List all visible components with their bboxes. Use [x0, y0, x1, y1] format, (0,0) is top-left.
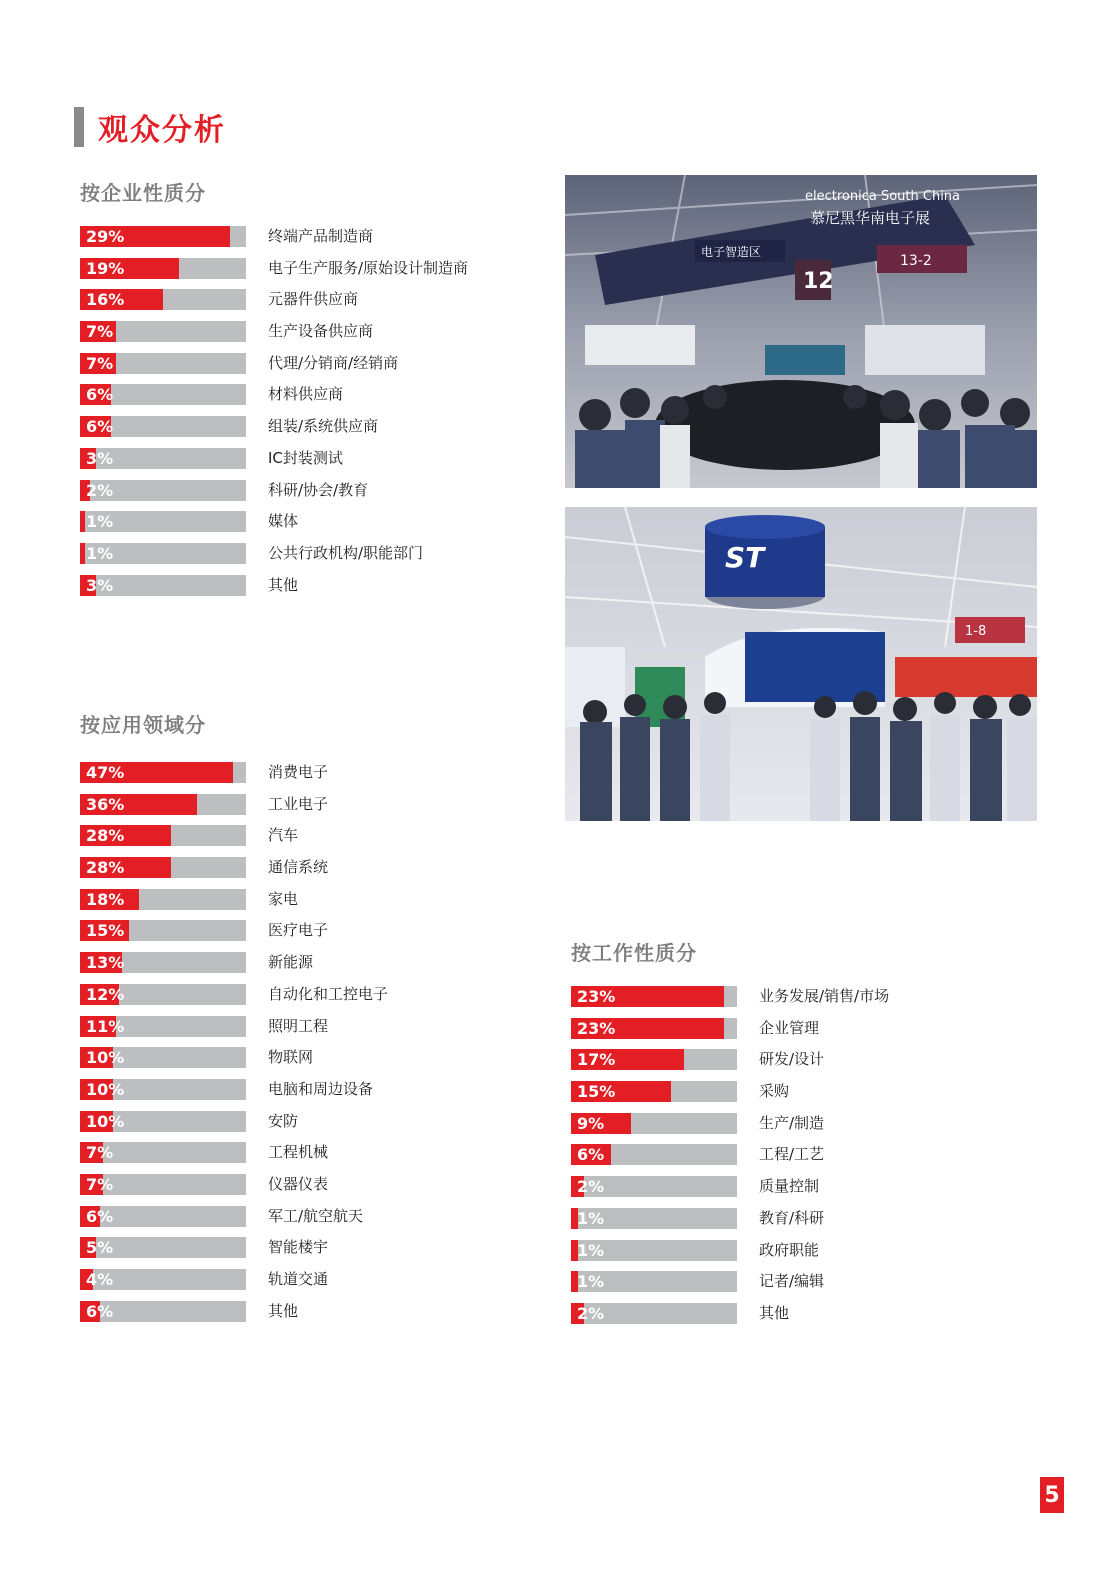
bar-track [80, 1142, 246, 1163]
bar-value-label: 12% [86, 984, 125, 1004]
bar-value-label: 9% [577, 1113, 605, 1133]
bar-value-label: 2% [577, 1303, 605, 1323]
bar-category-label: 材料供应商 [268, 385, 344, 404]
bar-value-label: 7% [86, 1143, 114, 1163]
bar-track [80, 857, 246, 878]
bar-track [571, 1018, 737, 1039]
bar-value-label: 6% [577, 1145, 605, 1165]
exhibition-photo-hall [565, 175, 1037, 488]
bar-category-label: 公共行政机构/职能部门 [268, 543, 424, 562]
bar-category-label: 电脑和周边设备 [268, 1079, 374, 1098]
bar-value-label: 10% [86, 1048, 125, 1068]
bar-category-label: 质量控制 [759, 1177, 820, 1196]
bar-value-label: 1% [86, 543, 114, 563]
bar-track [80, 289, 246, 310]
bar-category-label: 电子生产服务/原始设计制造商 [268, 258, 469, 277]
bar-track [80, 543, 246, 564]
bar-value-label: 17% [577, 1050, 616, 1070]
bar-fill [80, 511, 85, 532]
bar-category-label: 自动化和工控电子 [268, 984, 389, 1003]
bar-value-label: 1% [577, 1272, 605, 1292]
bar-track [571, 1113, 737, 1134]
bar-value-label: 6% [86, 385, 114, 405]
bar-value-label: 10% [86, 1079, 125, 1099]
bar-category-label: 医疗电子 [268, 921, 329, 940]
bar-category-label: 通信系统 [268, 858, 329, 877]
bar-track [80, 762, 246, 783]
bar-track [80, 384, 246, 405]
bar-category-label: 仪器仪表 [268, 1174, 329, 1193]
bar-track [80, 511, 246, 532]
bar-fill [80, 543, 85, 564]
bar-track [80, 1047, 246, 1068]
bar-value-label: 10% [86, 1111, 125, 1131]
photo-sign-st-logo: ST [725, 541, 765, 574]
bar-category-label: 采购 [759, 1082, 790, 1101]
bar-track [80, 794, 246, 815]
bar-value-label: 29% [86, 227, 125, 246]
bar-category-label: 政府职能 [759, 1240, 820, 1259]
bar-category-label: 安防 [268, 1111, 299, 1130]
title-marker [74, 107, 84, 147]
bar-track [571, 1081, 737, 1102]
bar-track [80, 321, 246, 342]
bar-track [80, 480, 246, 501]
bar-value-label: 3% [86, 448, 114, 468]
bar-category-label: 研发/设计 [759, 1050, 825, 1069]
bar-category-label: 工业电子 [268, 794, 329, 813]
bar-value-label: 1% [577, 1240, 605, 1260]
bar-track [571, 1049, 737, 1070]
bar-value-label: 36% [86, 794, 125, 814]
bar-track [80, 1016, 246, 1037]
bar-track [80, 226, 246, 247]
photo-sign-zone: 电子智造区 [701, 245, 762, 259]
bar-value-label: 6% [86, 1301, 114, 1321]
bar-category-label: 工程机械 [268, 1143, 329, 1162]
bar-value-label: 28% [86, 826, 125, 846]
bar-track [571, 1208, 737, 1229]
bar-value-label: 28% [86, 858, 125, 878]
page-title-text: 观众分析 [98, 113, 226, 148]
section-title-application-field: 按应用领域分 [80, 713, 206, 737]
exhibition-photo-st-booth [565, 507, 1037, 821]
bar-track [80, 1237, 246, 1258]
bar-category-label: 代理/分销商/经销商 [268, 353, 399, 372]
bar-track [80, 984, 246, 1005]
bar-category-label: 其他 [759, 1303, 790, 1322]
bar-category-label: 家电 [268, 889, 299, 908]
bar-value-label: 4% [86, 1270, 114, 1289]
photo-sign-hall-12: 12 [803, 269, 834, 294]
bar-track [80, 353, 246, 374]
bar-category-label: 组装/系统供应商 [268, 417, 379, 436]
bar-track [571, 986, 737, 1007]
bar-value-label: 18% [86, 889, 125, 909]
bar-track [80, 1079, 246, 1100]
bar-value-label: 23% [577, 1018, 616, 1038]
bar-category-label: 工程/工艺 [759, 1145, 825, 1164]
bar-value-label: 2% [86, 480, 114, 500]
bar-track [80, 258, 246, 279]
section-title-company-type: 按企业性质分 [80, 181, 206, 205]
bar-category-label: IC封装测试 [268, 448, 343, 467]
bar-category-label: 智能楼宇 [268, 1238, 329, 1257]
bar-value-label: 7% [86, 1174, 114, 1194]
photo-sign-1-8: 1-8 [965, 624, 987, 639]
bar-track [80, 889, 246, 910]
bar-track [80, 1111, 246, 1132]
bar-track [80, 920, 246, 941]
bar-category-label: 生产/制造 [759, 1113, 825, 1132]
bar-value-label: 47% [86, 763, 125, 782]
bar-category-label: 其他 [268, 1301, 299, 1320]
bar-value-label: 11% [86, 1016, 125, 1036]
page-number: 5 [1040, 1477, 1064, 1513]
bar-category-label: 元器件供应商 [268, 290, 359, 309]
bar-value-label: 16% [86, 290, 125, 310]
bar-value-label: 19% [86, 258, 125, 278]
page-title [74, 106, 226, 148]
bar-track [571, 1176, 737, 1197]
bar-track [80, 1301, 246, 1322]
bar-category-label: 物联网 [268, 1048, 314, 1067]
bar-category-label: 媒体 [268, 512, 299, 531]
bar-category-label: 企业管理 [759, 1018, 820, 1037]
section-title-job-function: 按工作性质分 [571, 941, 697, 965]
bar-value-label: 15% [577, 1082, 616, 1102]
bar-value-label: 15% [86, 921, 125, 941]
bar-track [80, 1206, 246, 1227]
bar-category-label: 军工/航空航天 [268, 1206, 364, 1225]
bar-value-label: 7% [86, 353, 114, 373]
bar-value-label: 23% [577, 987, 616, 1006]
bar-value-label: 1% [577, 1208, 605, 1228]
bar-category-label: 教育/科研 [759, 1208, 825, 1227]
bar-track [80, 1269, 246, 1290]
bar-value-label: 3% [86, 575, 114, 595]
bar-track [571, 1240, 737, 1261]
bar-track [80, 1174, 246, 1195]
bar-category-label: 其他 [268, 575, 299, 594]
photo-sign-chinese: 慕尼黑华南电子展 [810, 209, 931, 227]
bar-track [80, 448, 246, 469]
bar-value-label: 6% [86, 417, 114, 437]
bar-category-label: 轨道交通 [268, 1270, 329, 1288]
bar-value-label: 6% [86, 1206, 114, 1226]
bar-category-label: 科研/协会/教育 [268, 480, 369, 499]
bar-value-label: 5% [86, 1238, 114, 1258]
bar-value-label: 7% [86, 322, 114, 342]
bar-category-label: 照明工程 [268, 1016, 329, 1035]
bar-track [80, 952, 246, 973]
bar-track [80, 416, 246, 437]
bar-track [80, 575, 246, 596]
bar-category-label: 终端产品制造商 [268, 227, 374, 245]
photo-sign-13-2: 13-2 [900, 253, 932, 269]
bar-category-label: 消费电子 [268, 763, 329, 781]
bar-track [571, 1144, 737, 1165]
bar-category-label: 记者/编辑 [759, 1272, 825, 1291]
bar-track [571, 1303, 737, 1324]
bar-category-label: 汽车 [268, 826, 299, 845]
bar-category-label: 新能源 [268, 953, 314, 972]
bar-value-label: 1% [86, 512, 114, 532]
photo-sign-electronica: electronica South China [805, 189, 961, 204]
bar-track [571, 1271, 737, 1292]
bar-track [80, 825, 246, 846]
bar-value-label: 2% [577, 1177, 605, 1197]
bar-category-label: 生产设备供应商 [268, 322, 374, 341]
bar-value-label: 13% [86, 953, 125, 973]
bar-category-label: 业务发展/销售/市场 [759, 987, 890, 1005]
